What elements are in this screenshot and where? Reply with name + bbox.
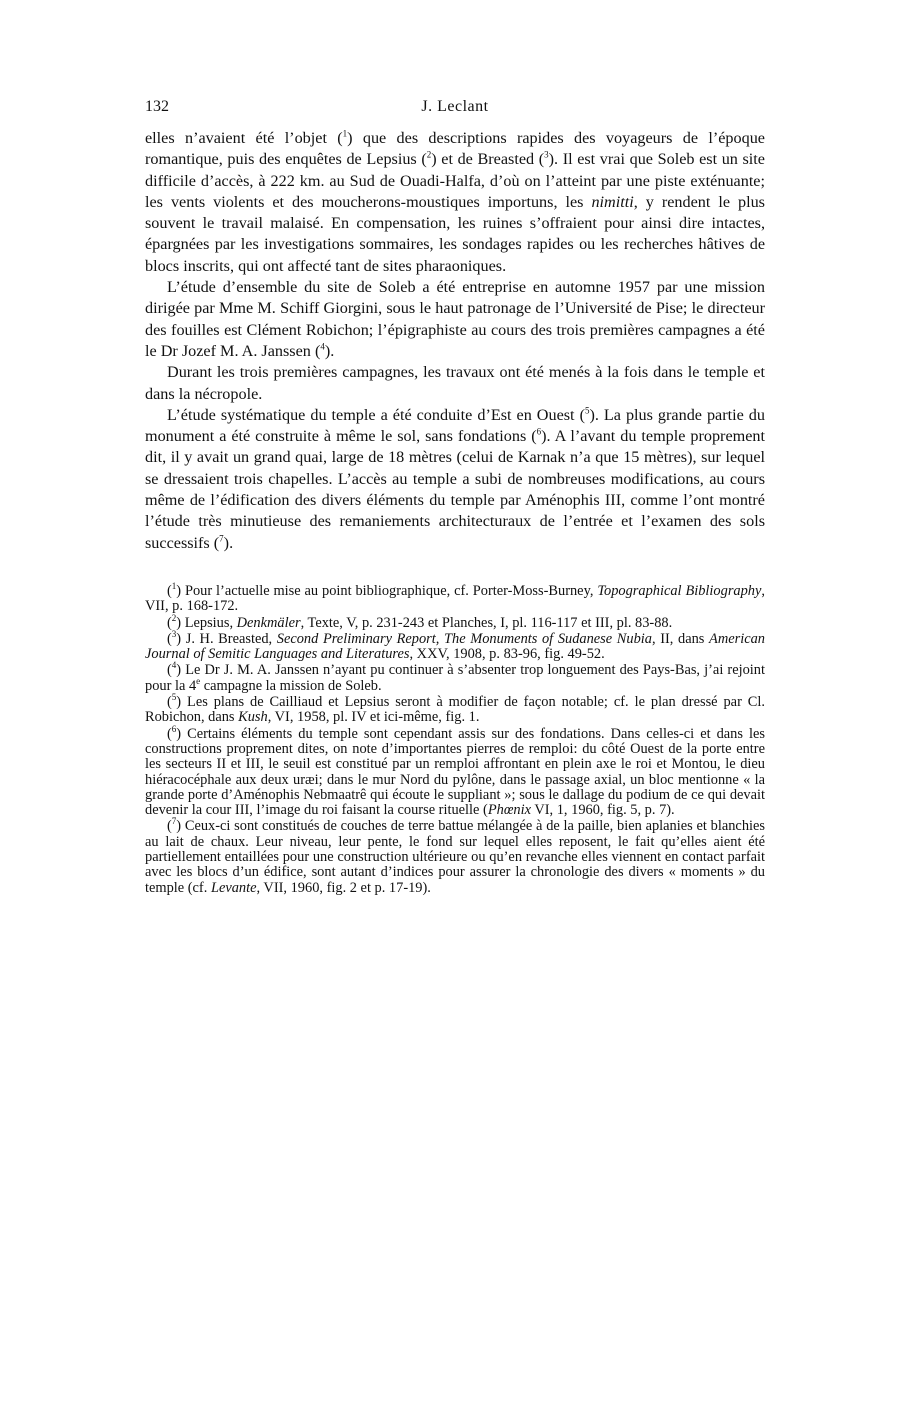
footnotes [145, 581, 765, 896]
footnote-ref-1[interactable]: ( $^1$ ) [337, 129, 352, 147]
paragraph-3: Durant les trois premières campagnes, les travaux ont été menés à la fois dans le temple et dans la nécropole. [145, 363, 765, 403]
paragraph-4: L’étude systématique du temple a été conduite d’Est en Ouest ( $^5$ ) . La plus grande partie du monument a été construite à même le sol, sans fondations ( $^6$ ) . A l’avant du temple proprement dit, il y avait un grand quai, large de 18 mètres (celui de Karnak n’a que 15 mètres), sur lequel se dressaient trois chapelles. L’accès au temple a subi de nombreuses modifications, au cours même de l’édification des divers éléments du temple par Aménophis III, comme l’ont montré l’étude très minutieuse des remaniements architecturaux de l’entrée et l’examen des sols successifs ( $^7$ ) . [145, 405, 765, 554]
paragraph-1: elles n’avaient été l’objet ( $^1$ ) que des descriptions rapides des voyageurs de l’époque romantique, puis des enquêtes de Lepsius ( $^2$ ) et de Breasted ( $^3$ ) . Il est vrai que Soleb est un site difficile d’accès, à 222 km. au Sud de Ouadi-Halfa, d’où on l’atteint par une piste exténuante; les vents violents et des moucherons-moustiques importuns, les nimitti, y rendent le plus souvent le travail malaisé. En compensation, les ruines s’offraient pour ainsi dire intactes, épargnées par les investigations sommaires, les sondages rapides ou les recherches hâtives de blocs inscrits, qui ont affecté tant de sites pharaoniques. [145, 128, 765, 277]
footnote-marker: ( $^2$ ) [167, 615, 181, 631]
footnote-marker: ( $^7$ ) [167, 818, 181, 834]
footnote-5: ( $^5$ ) Les plans de Cailliaud et Lepsius seront à modifier de façon notable; cf. le plan dressé par Cl. Robichon, dans Kush, VI, 1958, pl. IV et ici-même, fig. 1. [145, 695, 765, 726]
footnote-ref-5[interactable]: ( $^5$ ) [580, 406, 595, 424]
footnote-ref-6[interactable]: ( $^6$ ) [531, 427, 546, 445]
paragraph-2: L’étude d’ensemble du site de Soleb a été entreprise en automne 1957 par une mission dirigée par Mme M. Schiff Giorgini, sous le haut patronage de l’Université de Pise; le directeur des fouilles est Clément Robichon; l’épigraphiste au cours des trois premières campagnes a été le Dr Jozef M. A. Janssen ( $^4$ ) . [145, 277, 765, 362]
page-header [145, 98, 765, 124]
footnote-marker: ( $^6$ ) [167, 726, 181, 742]
footnote-marker: ( $^3$ ) [167, 631, 181, 647]
running-head: J. Leclant [421, 98, 489, 115]
footnote-7: ( $^7$ ) Ceux-ci sont constitués de couches de terre battue mélangée à de la paille, bien aplanies et blanchies au lait de chaux. Leur niveau, leur pente, le fond sur lequel elles reposent, le fait qu’elles aient été partiellement entaillées pour une construction ultérieure ou qu’en revanche elles viennent en contact parfait avec les blocs d’un édifice, sont autant d’indices pour assurer la chronologie des divers « moments » du temple (cf. Levante, VII, 1960, fig. 2 et p. 17-19). [145, 819, 765, 895]
page-number: 132 [145, 98, 169, 115]
footnote-6: ( $^6$ ) Certains éléments du temple sont cependant assis sur des fondations. Dans celles-ci et dans les constructions proprement dites, on note d’importantes pierres de remploi: du côté Ouest de la porte entre les secteurs II et III, le seuil est constitué par un remploi affrontant en plein axe le roi et Montou, le dieu hiéracocéphale aux deux uræi; dans le mur Nord du pylône, dans le passage axial, un bloc mentionne « la grande porte d’Aménophis Nebmaatrê qui écoute le suppliant »; sous le dallage du podium de ce qui devait devenir la cour III, l’image du roi faisant la course rituelle (Phœnix VI, 1, 1960, fig. 5, p. 7). [145, 727, 765, 819]
footnote-marker: ( $^4$ ) [167, 662, 181, 678]
footnote-marker: ( $^5$ ) [167, 694, 181, 710]
italic-term: nimitti [591, 192, 634, 211]
footnote-ref-4[interactable]: ( $^4$ ) [315, 342, 330, 360]
footnote-ref-2[interactable]: ( $^2$ ) [421, 150, 436, 168]
footnote-2: ( $^2$ ) Lepsius, Denkmäler, Texte, V, p. 231-243 et Planches, I, pl. 116-117 et III, pl. 83-88. [145, 616, 765, 631]
footnote-4: ( $^4$ ) Le Dr J. M. A. Janssen n’ayant pu continuer à s’absenter trop longuement des Pays-Bas, j’ai rejoint pour la 4e campagne la mission de Soleb. [145, 663, 765, 694]
body-text [145, 128, 765, 554]
footnote-ref-7[interactable]: ( $^7$ ) [214, 534, 229, 552]
footnote-marker: ( $^1$ ) [167, 583, 181, 599]
document-page [145, 98, 765, 897]
footnote-1: ( $^1$ ) Pour l’actuelle mise au point bibliographique, cf. Porter-Moss-Burney, Topographical Bibliography, VII, p. 168-172. [145, 584, 765, 615]
footnote-3: ( $^3$ ) J. H. Breasted, Second Preliminary Report, The Monuments of Sudanese Nubia, II, dans American Journal of Semitic Languages and Literatures, XXV, 1908, p. 83-96, fig. 49-52. [145, 632, 765, 663]
footnote-ref-3[interactable]: ( $^3$ ) [539, 150, 554, 168]
